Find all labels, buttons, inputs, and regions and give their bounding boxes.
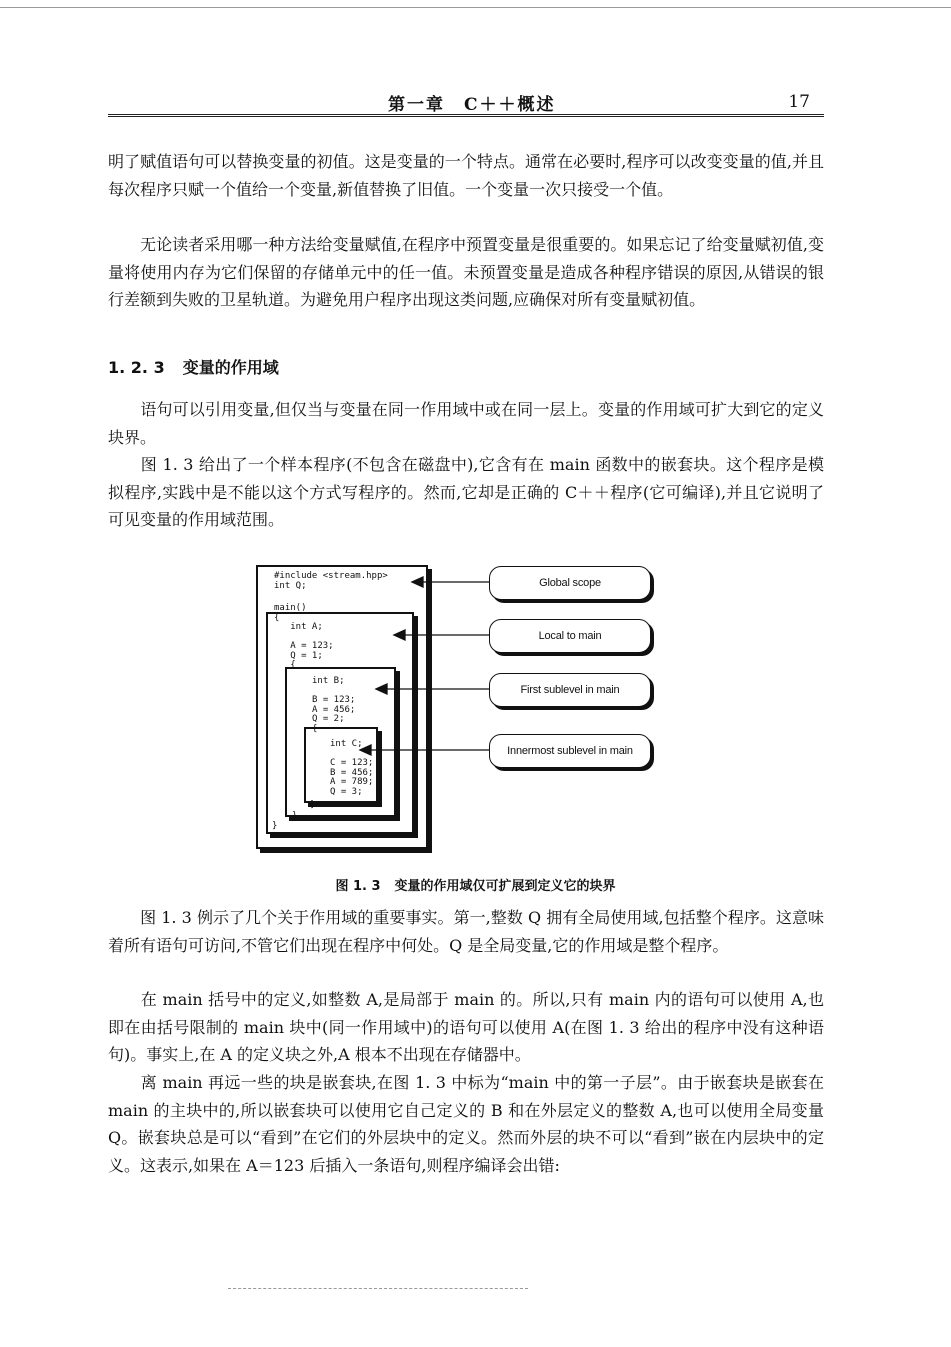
close-brace-c: } (310, 800, 316, 810)
label-local-to-main: Local to main (489, 619, 651, 653)
close-brace-b: } (292, 811, 298, 821)
paragraph-7: 离 main 再远一些的块是嵌套块,在图 1. 3 中标为“main 中的第一子层”。由于嵌套块是嵌套在 main 的主块中的,所以嵌套块可以使用它自己定义的 B 和在外层定义的整数 A,也可以使用全局变量 Q。嵌套块总是可以“看到”在它们的外层块中的定义。然而外层的块不可以“看到”嵌在内层块中的定义。这表示,如果在 A＝123 后插入一条语句,则程序编译会出错: (108, 1073, 824, 1175)
paragraph-2: 无论读者采用哪一种方法给变量赋值,在程序中预置变量是很重要的。如果忘记了给变量赋初值,变量将使用内存为它们保留的存储单元中的任一值。未预置变量是造成各种程序错误的原因,从错误的银行差额到失败的卫星轨道。为避免用户程序出现这类问题,应确保对所有变量赋初值。 (108, 235, 824, 309)
code-main: main() { int A; A = 123; Q = 1; { (274, 603, 334, 670)
label-global-scope: Global scope (489, 566, 651, 600)
scope-arrows (252, 560, 652, 860)
page-number: 17 (788, 92, 810, 112)
section-title: 变量的作用域 (182, 358, 279, 377)
code-innermost: int C; C = 123; B = 456; A = 789; Q = 3; (330, 739, 374, 797)
figure-caption-text: 变量的作用域仅可扩展到定义它的块界 (394, 879, 616, 894)
figure-caption (0, 875, 951, 894)
paragraph-5: 图 1. 3 例示了几个关于作用域的重要事实。第一,整数 Q 拥有全局使用域,包括整个程序。这意味着所有语句可访问,不管它们出现在程序中何处。Q 是全局变量,它的作用域是整个程序。 (108, 908, 824, 955)
paragraph-3: 语句可以引用变量,但仅当与变量在同一作用域中或在同一层上。变量的作用域可扩大到它的定义块界。 (108, 400, 824, 447)
figure-number: 图 1. 3 (335, 879, 381, 894)
chapter-title: 第一章 C＋＋概述 (388, 95, 556, 115)
running-header (108, 88, 824, 117)
section-heading (108, 355, 279, 378)
paragraph-4: 图 1. 3 给出了一个样本程序(不包含在磁盘中),它含有在 main 函数中的嵌套块。这个程序是模拟程序,实践中是不能以这个方式写程序的。然而,它却是正确的 C＋＋程序(它可编译),并且它说明了可见变量的作用域范围。 (108, 455, 824, 529)
close-brace-main: } (272, 821, 278, 831)
paragraph-1: 明了赋值语句可以替换变量的初值。这是变量的一个特点。通常在必要时,程序可以改变变量的值,并且每次程序只赋一个值给一个变量,新值替换了旧值。一个变量一次只接受一个值。 (108, 152, 824, 199)
section-number: 1. 2. 3 (108, 358, 165, 377)
scan-artifact-line (228, 1288, 528, 1289)
code-global: #include <stream.hpp> int Q; (274, 571, 388, 591)
label-innermost-sublevel: Innermost sublevel in main (489, 734, 651, 768)
paragraph-6: 在 main 括号中的定义,如整数 A,是局部于 main 的。所以,只有 main 内的语句可以使用 A,也即在由括号限制的 main 块中(同一作用域中)的语句可以使用 A(在图 1. 3 给出的程序中没有这种语句)。事实上,在 A 的定义块之外,A 根本不出现在存储器中。 (108, 990, 824, 1064)
scan-top-rule (0, 7, 951, 8)
label-first-sublevel: First sublevel in main (489, 673, 651, 707)
code-first-sublevel: int B; B = 123; A = 456; Q = 2; { (312, 676, 356, 734)
scope-figure (252, 560, 652, 860)
